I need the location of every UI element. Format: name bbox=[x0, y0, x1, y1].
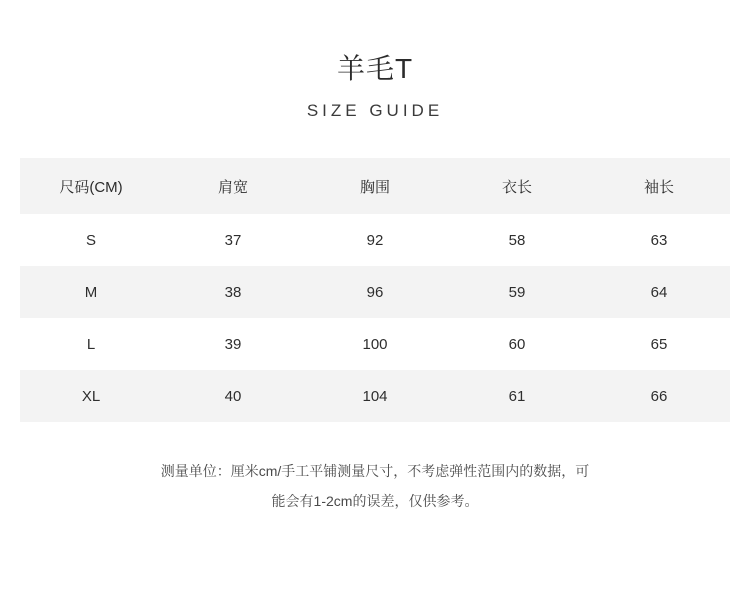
size-table-header bbox=[20, 158, 730, 214]
table-row bbox=[20, 266, 730, 318]
column-header-length: 衣长 bbox=[501, 178, 532, 196]
cell-size: XL bbox=[81, 387, 101, 405]
cell-length: 60 bbox=[508, 335, 526, 353]
cell-length: 61 bbox=[508, 387, 526, 405]
table-row bbox=[20, 370, 730, 422]
cell-sleeve: 63 bbox=[650, 231, 668, 249]
cell-shoulder: 37 bbox=[224, 231, 242, 249]
cell-size: S bbox=[85, 231, 96, 249]
table-row bbox=[20, 214, 730, 266]
cell-bust: 96 bbox=[366, 283, 384, 301]
cell-length: 59 bbox=[508, 283, 526, 301]
note-line-2: 能会有1-2cm的误差，仅供参考。 bbox=[271, 493, 479, 509]
size-table bbox=[20, 158, 730, 422]
note-line-1: 测量单位：厘米cm/手工平铺测量尺寸，不考虑弹性范围内的数据，可 bbox=[160, 463, 590, 479]
cell-size: L bbox=[86, 335, 96, 353]
cell-size: M bbox=[84, 283, 98, 301]
column-header-bust: 胸围 bbox=[359, 178, 390, 196]
page-subtitle: SIZE GUIDE bbox=[306, 101, 444, 120]
measurement-note bbox=[95, 456, 655, 516]
cell-sleeve: 65 bbox=[650, 335, 668, 353]
page-title: 羊毛T bbox=[336, 53, 414, 84]
size-table-container bbox=[20, 158, 730, 422]
cell-shoulder: 39 bbox=[224, 335, 242, 353]
column-header-shoulder: 肩宽 bbox=[217, 178, 248, 196]
cell-bust: 100 bbox=[362, 335, 388, 353]
cell-shoulder: 40 bbox=[224, 387, 242, 405]
cell-length: 58 bbox=[508, 231, 526, 249]
table-header-row bbox=[20, 158, 730, 214]
cell-shoulder: 38 bbox=[224, 283, 242, 301]
column-header-size: 尺码(CM) bbox=[59, 178, 123, 196]
size-table-body bbox=[20, 214, 730, 422]
cell-bust: 104 bbox=[362, 387, 388, 405]
cell-sleeve: 66 bbox=[650, 387, 668, 405]
table-row bbox=[20, 318, 730, 370]
column-header-sleeve: 袖长 bbox=[643, 178, 674, 196]
cell-sleeve: 64 bbox=[650, 283, 668, 301]
cell-bust: 92 bbox=[366, 231, 384, 249]
